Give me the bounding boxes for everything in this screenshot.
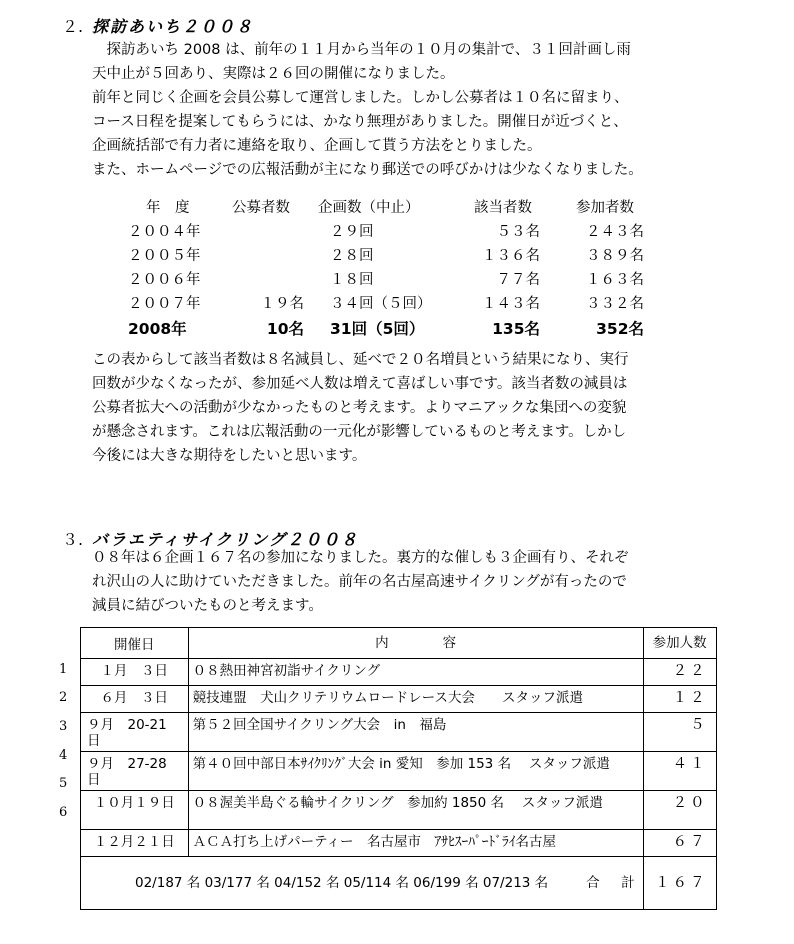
stats-eligible: ５３名 — [496, 224, 540, 240]
table-row — [81, 752, 717, 791]
section3-title: バラエティサイクリング２００８ — [92, 530, 359, 549]
paragraph-line: 今後には大きな期待をしたいと思います。 — [92, 448, 367, 464]
stats-year: ２００６年 — [128, 272, 201, 288]
event-count: ２２ — [643, 659, 716, 686]
event-date: ９月 27-28 日 — [81, 752, 189, 791]
stats-eligible: １４３名 — [482, 296, 540, 312]
section2-heading — [62, 14, 254, 37]
section3-paragraph — [92, 546, 752, 618]
stats-eligible: 135名 — [492, 320, 540, 338]
event-date: ９月 20-21 日 — [81, 713, 189, 752]
stats-year: ２００７年 — [128, 296, 201, 312]
row-number: 4 — [59, 748, 68, 763]
paragraph-line: 探訪あいち 2008 は、前年の１１月から当年の１０月の集計で、３１回計画し雨 — [92, 42, 631, 58]
total-label: 合 計 — [586, 875, 639, 891]
event-count: ６７ — [643, 830, 716, 857]
stats-plans: ３４回（５回） — [330, 296, 432, 312]
header-content: 内 容 — [188, 628, 643, 659]
event-content: 競技連盟 犬山クリテリウムロードレース大会 スタッフ派遣 — [188, 686, 643, 713]
event-content: 第４０回中部日本ｻｲｸﾘﾝｸﾞ大会 in 愛知 参加 153 名 スタッフ派遣 — [188, 752, 643, 791]
paragraph-line: 企画統括部で有力者に連絡を取り、企画して貰う方法をとりました。 — [92, 138, 542, 154]
paragraph-line: また、ホームページでの広報活動が主になり郵送での呼びかけは少なくなりました。 — [92, 162, 643, 178]
stats-applicants: １９名 — [260, 296, 304, 312]
table-row — [81, 659, 717, 686]
stats-year: 2008年 — [128, 320, 187, 338]
stats-plans: ２８回 — [330, 248, 374, 264]
yearly-summary: 02/187 名 03/177 名 04/152 名 05/114 名 06/199 名 07/213 名 — [135, 875, 549, 891]
paragraph-line: ０８年は６企画１６７名の参加になりました。裏方的な催しも３企画有り、それぞ — [92, 550, 629, 566]
event-content: 第５２回全国サイクリング大会 in 福島 — [188, 713, 643, 752]
paragraph-line: 回数が少なくなったが、参加延べ人数は増えて喜ばしい事です。該当者数の減員は — [92, 376, 628, 392]
event-count: １２ — [643, 686, 716, 713]
stats-participants: １６３名 — [586, 272, 644, 288]
event-content: ０８渥美半島ぐる輪サイクリング 参加約 1850 名 スタッフ派遣 — [188, 791, 643, 830]
section3-number: ３. — [62, 530, 84, 549]
event-count: ５ — [643, 713, 716, 752]
stats-participants: ２４３名 — [586, 224, 644, 240]
row-number: 1 — [59, 662, 68, 677]
stats-plans: ２９回 — [330, 224, 374, 240]
stats-header-applicants: 公募者数 — [232, 200, 290, 216]
paragraph-line: この表からして該当者数は８名減員し、延べで２０名増員という結果になり、実行 — [92, 352, 629, 368]
event-content: ＡＣＡ打ち上げパーティー 名古屋市 ｱｻﾋｽｰﾊﾟｰﾄﾞﾗｲ名古屋 — [188, 830, 643, 857]
total-row — [81, 857, 717, 910]
event-count: ２０ — [643, 791, 716, 830]
stats-year: ２００５年 — [128, 248, 201, 264]
stats-eligible: １３６名 — [482, 248, 540, 264]
stats-eligible: ７７名 — [496, 272, 540, 288]
section2-paragraph1 — [92, 38, 752, 182]
paragraph-line: 公募者拡大への活動が少なかったものと考えます。よりマニアックな集団への変貌 — [92, 400, 627, 416]
event-date: １０月１９日 — [81, 791, 189, 830]
stats-header-plans: 企画数（中止） — [318, 200, 420, 216]
event-count: ４１ — [643, 752, 716, 791]
stats-year: ２００４年 — [128, 224, 201, 240]
row-number: 6 — [59, 805, 68, 820]
event-content: ０８熱田神宮初詣サイクリング — [188, 659, 643, 686]
paragraph-line: コース日程を提案してもらうには、かなり無理がありました。開催日が近づくと、 — [92, 114, 628, 130]
section2-title: 探訪あいち２００８ — [92, 17, 255, 36]
events-table — [80, 627, 717, 910]
paragraph-line: が懸念されます。これは広報活動の一元化が影響しているものと考えます。しかし — [92, 424, 627, 440]
paragraph-line: 減員に結びついたものと考えます。 — [92, 598, 323, 614]
header-count: 参加人数 — [643, 628, 716, 659]
table-row — [81, 686, 717, 713]
stats-header-eligible: 該当者数 — [474, 200, 532, 216]
stats-participants: 352名 — [596, 320, 644, 338]
stats-plans: １８回 — [330, 272, 374, 288]
summary-cell — [81, 857, 644, 910]
table-row — [81, 713, 717, 752]
stats-applicants: 10名 — [266, 320, 304, 338]
total-count: １６７ — [643, 857, 716, 910]
stats-participants: ３３２名 — [586, 296, 644, 312]
table-row — [81, 791, 717, 830]
row-number: 5 — [59, 776, 68, 791]
row-number: 2 — [59, 690, 68, 705]
events-header-row — [81, 628, 717, 659]
table-row — [81, 830, 717, 857]
event-date: ６月 ３日 — [81, 686, 189, 713]
event-date: １２月２１日 — [81, 830, 189, 857]
section2-number: ２. — [62, 17, 84, 36]
stats-header-year: 年 度 — [146, 200, 190, 216]
stats-plans: 31回（5回） — [330, 320, 425, 338]
stats-participants: ３８９名 — [586, 248, 644, 264]
stats-header-participants: 参加者数 — [576, 200, 634, 216]
event-date: １月 ３日 — [81, 659, 189, 686]
header-date: 開催日 — [81, 628, 189, 659]
paragraph-line: 天中止が５回あり、実際は２６回の開催になりました。 — [92, 66, 455, 82]
section2-paragraph2 — [92, 348, 752, 468]
paragraph-line: れ沢山の人に助けていただきました。前年の名古屋高速サイクリングが有ったので — [92, 574, 627, 590]
paragraph-line: 前年と同じく企画を会員公募して運営しました。しかし公募者は１０名に留まり、 — [92, 90, 629, 106]
row-number: 3 — [59, 719, 68, 734]
